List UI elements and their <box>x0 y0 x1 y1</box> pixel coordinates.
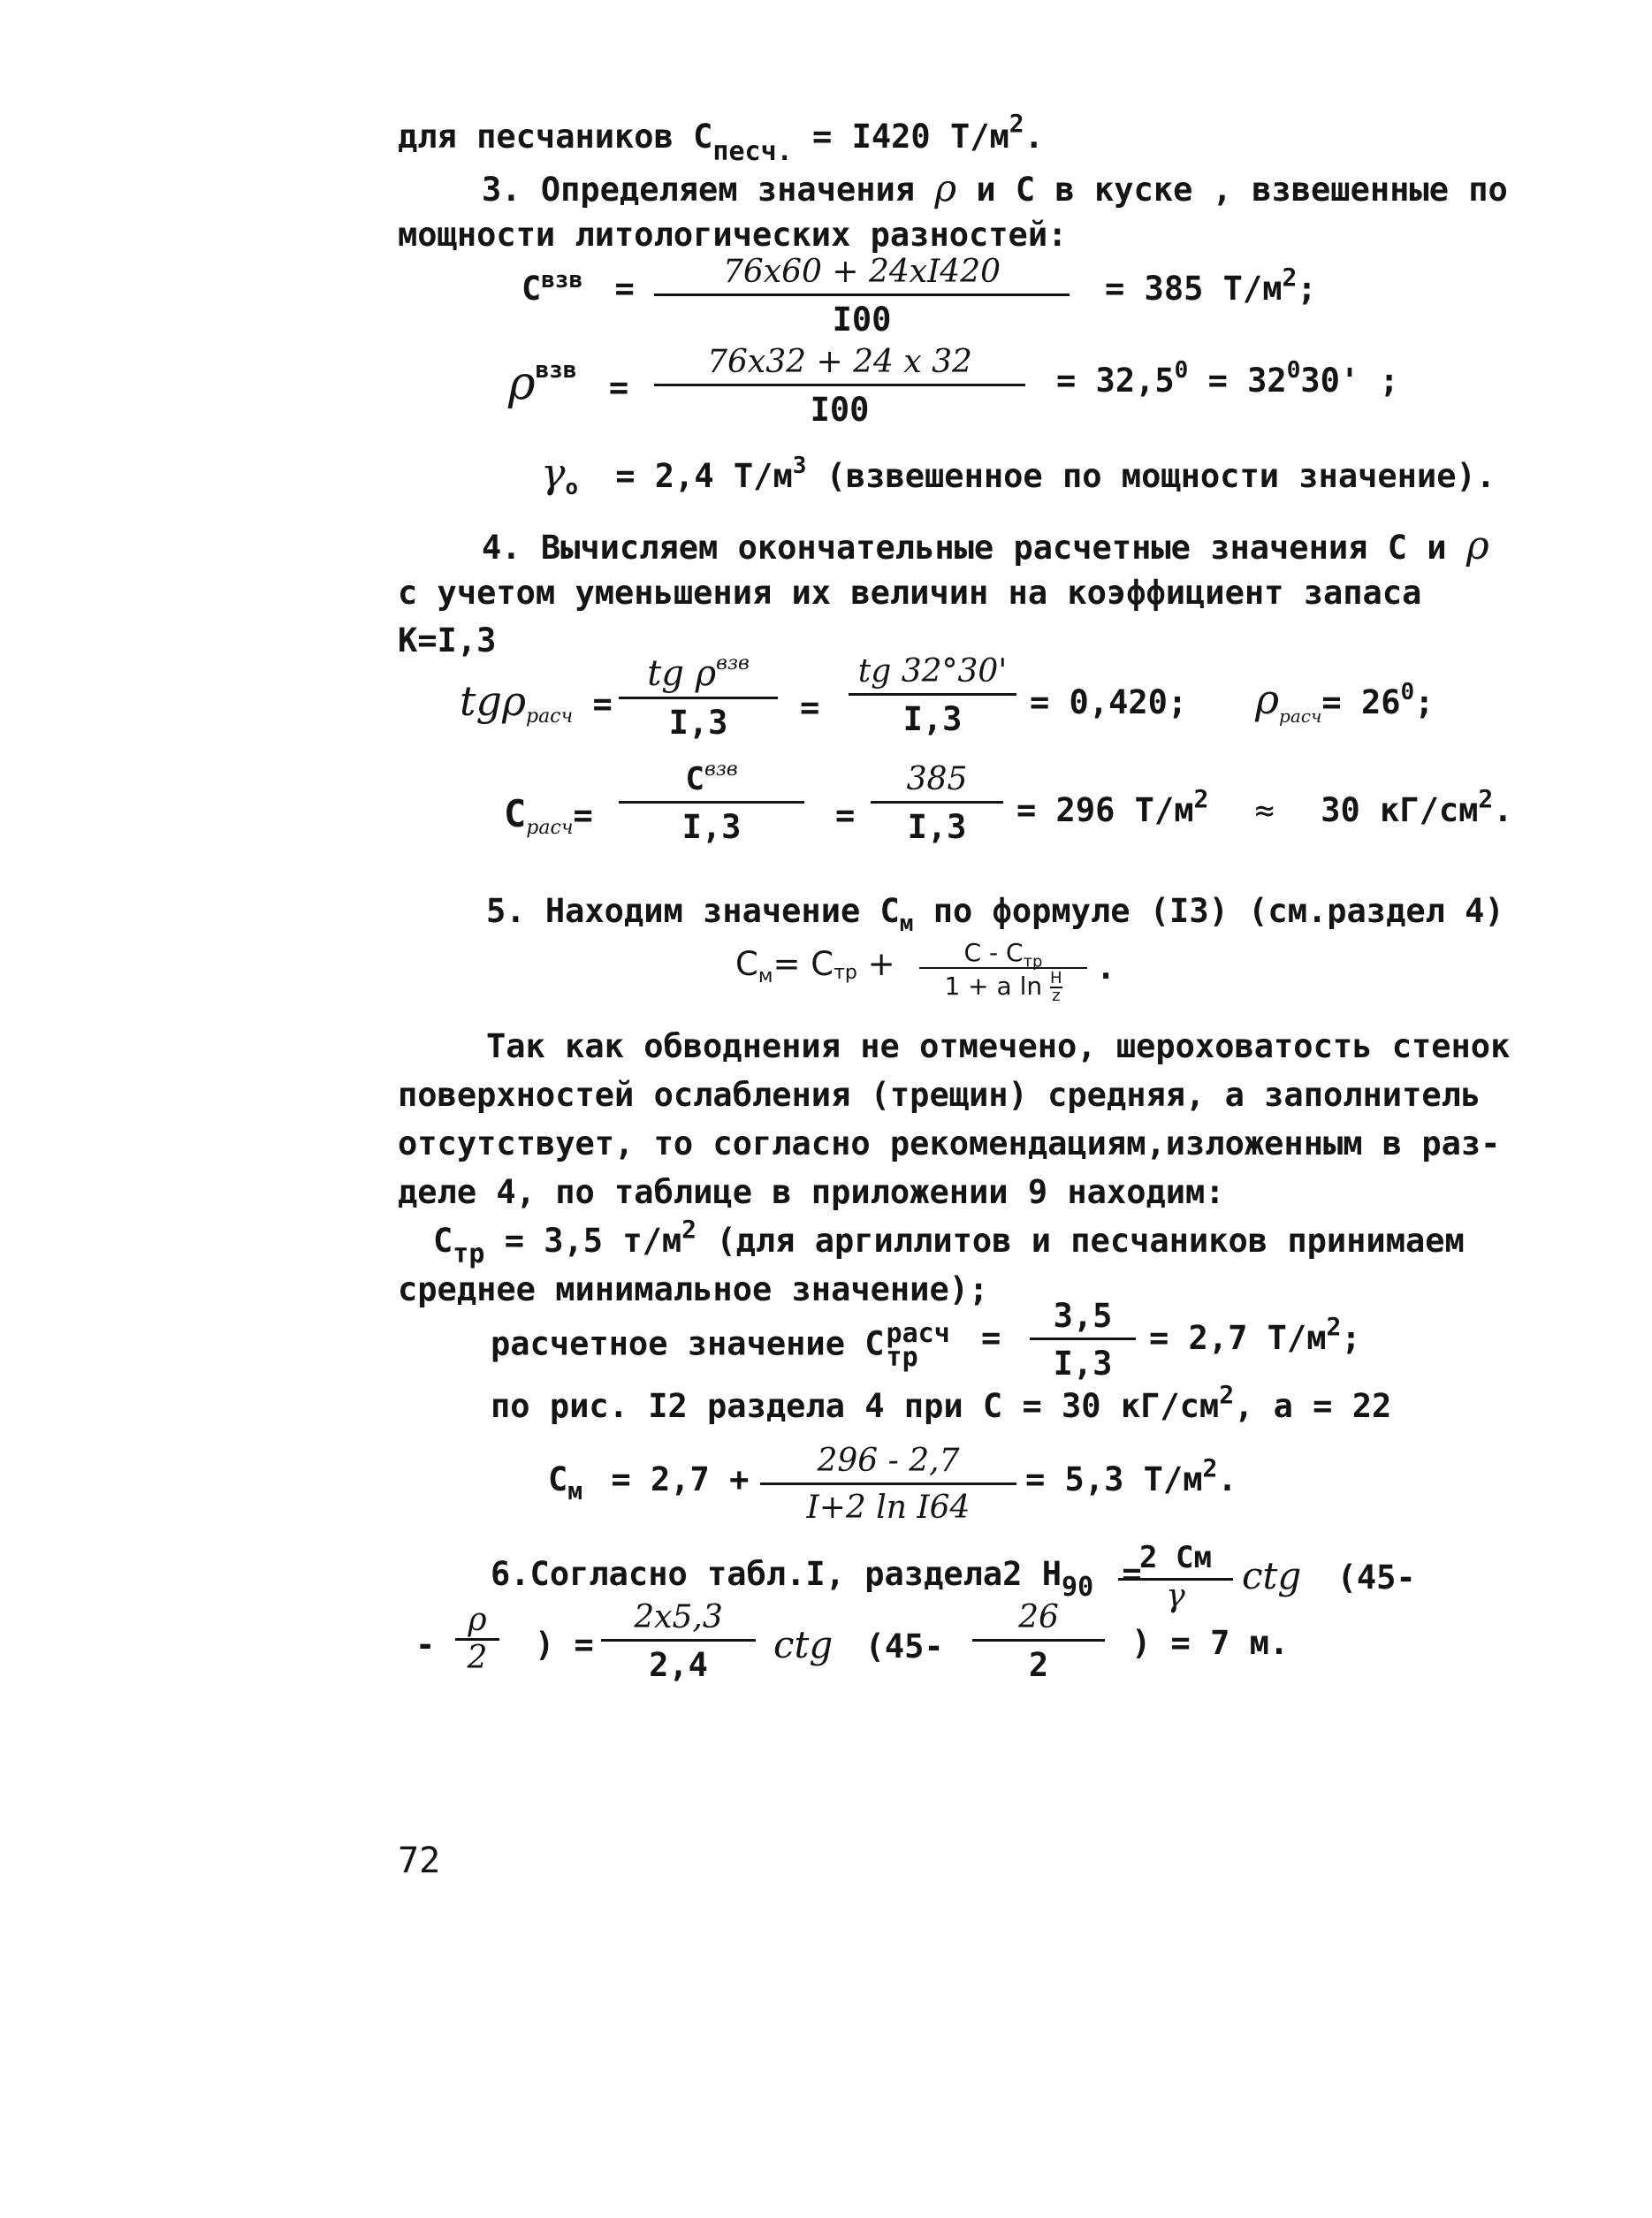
superscript: 2 <box>1326 1312 1342 1341</box>
text: = 26 <box>1321 683 1401 721</box>
subscript: тр <box>1023 952 1043 972</box>
superscript: взв <box>716 652 750 675</box>
subscript: расч <box>1279 705 1322 727</box>
numerator: tg $\rho^{взв}$ <box>619 656 778 699</box>
numerator: 26 <box>972 1602 1105 1642</box>
formula-cm-numeric-lhs <box>548 1460 750 1505</box>
text: ; <box>1297 270 1317 308</box>
fraction-tg-32-30 <box>849 653 1016 738</box>
text <box>1025 1453 1237 1498</box>
rho-symbol: ρ <box>508 357 536 410</box>
text: = <box>614 270 635 308</box>
subscript: o <box>565 475 578 499</box>
superscript: взв <box>535 357 577 384</box>
subscript: песч. <box>712 136 793 167</box>
text: = 2,7 Т/м <box>1149 1319 1327 1357</box>
text: = <box>835 796 856 835</box>
superscript: 2 <box>1009 109 1024 138</box>
fraction-rho-weighted <box>654 344 1025 429</box>
text: = 32,5 <box>1056 362 1175 400</box>
denominator: 2 <box>1028 1646 1049 1684</box>
text: . <box>1493 791 1513 829</box>
text: ) = 7 м. <box>1131 1624 1290 1662</box>
subscript: м <box>567 1476 583 1505</box>
text <box>773 1623 944 1666</box>
fraction-c-weighted <box>654 254 1070 339</box>
rho-symbol: ρ <box>1255 675 1280 723</box>
text: 72 <box>398 1841 441 1881</box>
denominator: I00 <box>832 301 892 339</box>
text: = <box>608 369 629 407</box>
text: = 2,7 + <box>611 1460 750 1498</box>
text: ; <box>1341 1319 1361 1357</box>
denominator: I,3 <box>902 700 963 738</box>
superscript: 2 <box>1282 263 1298 292</box>
numerator <box>619 758 804 804</box>
fraction-tg-rho-weighted <box>619 652 778 742</box>
numerator: 2х5,3 <box>601 1602 756 1642</box>
formula-c-calc-lhs <box>504 792 593 839</box>
superscript: 0 <box>1286 357 1301 384</box>
numerator: 76х60 + 24хI420 <box>654 256 1070 296</box>
rho-symbol: ρ <box>934 166 957 210</box>
subscript: расч <box>526 817 574 839</box>
text: 30' ; <box>1300 362 1399 400</box>
text: С - С <box>963 938 1024 967</box>
formula-rho-calc <box>1255 675 1435 727</box>
fraction-2cm-over-gamma <box>1118 1540 1233 1614</box>
denominator: I,3 <box>1053 1345 1113 1383</box>
text-line <box>486 1027 1511 1065</box>
text-line <box>398 621 497 659</box>
numerator: 3,5 <box>1030 1300 1136 1340</box>
text: С <box>548 1460 568 1498</box>
subscript: расч <box>525 705 574 728</box>
text: z <box>1052 987 1061 1005</box>
text: = 5,3 Т/м <box>1025 1460 1203 1498</box>
text-line <box>398 1124 1501 1162</box>
superscript: 2 <box>681 1215 697 1244</box>
text: tg <box>647 653 684 694</box>
text: 4. Вычисляем окончательные расчетные значения С и <box>482 529 1447 567</box>
denominator: I,3 <box>907 808 967 846</box>
text: . <box>1024 118 1044 156</box>
text: расчетное значение С <box>491 1324 885 1363</box>
page-number <box>398 1843 440 1879</box>
numerator: tg 32°30' <box>849 656 1016 696</box>
text: 6.Согласно табл.I, раздела2 H <box>491 1555 1062 1593</box>
text <box>1242 1554 1416 1597</box>
text: С <box>504 792 527 835</box>
numerator: 385 <box>871 764 1003 804</box>
text: 5. Находим значение С <box>486 892 900 930</box>
subscript: тр <box>453 1239 485 1269</box>
formula-c-weighted-lhs <box>521 267 635 308</box>
formula-c-weighted-result <box>1105 263 1317 308</box>
text: = 2,4 Т/м <box>615 457 793 495</box>
text: ctg <box>1242 1554 1302 1597</box>
text: 1 + a ln <box>944 972 1043 1001</box>
denominator: I00 <box>810 391 870 429</box>
subscript: тр <box>886 1342 918 1373</box>
text-line <box>398 1076 1481 1114</box>
numerator: 76х32 + 24 х 32 <box>654 347 1025 386</box>
text: = <box>981 1319 1001 1357</box>
text: (45- <box>1336 1559 1416 1597</box>
text <box>800 689 820 727</box>
fraction-cm-general <box>919 938 1087 1005</box>
text <box>1131 1624 1290 1662</box>
formula-rho-weighted-result <box>1056 357 1399 400</box>
text: = <box>573 796 593 835</box>
superscript: взв <box>541 267 583 293</box>
subscript: тр <box>834 962 857 984</box>
text: - <box>415 1626 436 1664</box>
text: 3. Определяем значения <box>482 171 916 209</box>
text: для песчаников С <box>398 118 713 156</box>
text <box>1149 1312 1361 1357</box>
formula-tg-rho-lhs <box>460 677 613 728</box>
superscript: 2 <box>1202 1453 1218 1482</box>
superscript: 2 <box>1219 1380 1235 1409</box>
text: H <box>1050 969 1062 987</box>
text: = I420 Т/м <box>812 118 1009 156</box>
text: + <box>867 945 895 983</box>
rho-symbol: ρ <box>501 677 526 725</box>
text <box>1096 949 1116 987</box>
text: деле 4, по таблице в приложении 9 находим: <box>398 1173 1225 1211</box>
text-line <box>398 1173 1225 1211</box>
text: С <box>521 270 542 308</box>
fraction-ctr-over-k <box>1030 1297 1136 1383</box>
denominator: I,3 <box>681 808 742 846</box>
text: Так как обводнения не отмечено, шероховатость стенок <box>486 1027 1511 1065</box>
fraction-385-over-k <box>871 761 1003 846</box>
text: ≈ <box>1254 791 1275 829</box>
text: = 296 Т/м <box>1016 791 1194 829</box>
text: = С <box>773 945 834 983</box>
text: ) = <box>535 1626 594 1664</box>
text: ; <box>1414 683 1435 721</box>
gamma-symbol: γ <box>541 449 566 497</box>
text: = <box>800 689 820 727</box>
text: = 32 <box>1207 362 1287 400</box>
text: ctg <box>773 1623 834 1666</box>
text: . <box>1217 1460 1237 1498</box>
superscript: 2 <box>1478 784 1494 813</box>
denominator <box>919 969 1087 1004</box>
formula-tg-rho-result <box>1030 683 1188 721</box>
text: С <box>735 945 758 983</box>
superscript: 0 <box>1174 357 1189 384</box>
superscript: взв <box>704 758 738 781</box>
text-line <box>541 449 1496 499</box>
text-line <box>491 1380 1392 1425</box>
formula-c-calc-result <box>1016 784 1513 829</box>
text: = 3,5 т/м <box>504 1222 682 1260</box>
text: отсутствует, то согласно рекомендациям,изложенным в раз- <box>398 1124 1501 1162</box>
text: по рис. I2 раздела 4 при С = 30 кГ/см <box>491 1387 1220 1425</box>
subscript: 90 <box>1062 1572 1094 1603</box>
text-line <box>398 574 1422 612</box>
superscript: расч <box>886 1318 950 1349</box>
subscript: м <box>757 965 773 987</box>
text: 30 кГ/см <box>1321 791 1479 829</box>
fraction-26-over-2 <box>972 1599 1105 1684</box>
denominator: 2,4 <box>649 1646 708 1684</box>
text <box>535 1626 594 1664</box>
fraction-2x5-3-over-2-4 <box>601 1599 756 1684</box>
text: = <box>592 685 613 723</box>
formula-rho-weighted-lhs <box>508 357 629 410</box>
text: С <box>685 761 705 797</box>
numerator: 296 - 2,7 <box>760 1445 1016 1485</box>
denominator: I,3 <box>668 704 728 742</box>
text-line <box>398 1270 989 1308</box>
text: . <box>1096 949 1116 987</box>
text: с учетом уменьшения их величин на коэффициент запаса <box>398 574 1422 612</box>
text: и С в куске , взвешенные по <box>976 171 1508 209</box>
denominator: I+2 ln I64 <box>806 1490 971 1526</box>
text-line <box>398 109 1044 167</box>
text: = <box>1122 1555 1142 1593</box>
text <box>981 1319 1001 1357</box>
fraction-rho-over-2 <box>455 1604 499 1674</box>
text: (45- <box>864 1627 944 1665</box>
denominator: 2 <box>467 1640 488 1676</box>
text-line <box>482 166 1508 210</box>
text <box>835 796 856 835</box>
formula-cm-general-lhs <box>735 945 895 987</box>
text: среднее минимальное значение); <box>398 1270 989 1308</box>
superscript: 3 <box>792 453 807 479</box>
text: С <box>433 1222 453 1260</box>
text: (для аргиллитов и песчаников принимаем <box>716 1222 1465 1260</box>
fraction-c-weighted-over-k <box>619 758 804 846</box>
fraction-cm-numeric <box>760 1445 1016 1524</box>
text-line <box>398 216 1068 254</box>
text: поверхностей ослабления (трещин) средняя, а заполнитель <box>398 1076 1481 1114</box>
text-line <box>433 1215 1465 1269</box>
subscript: м <box>899 911 914 937</box>
numerator <box>919 938 1087 972</box>
rho-symbol: ρ <box>1465 523 1489 568</box>
text: tg <box>460 677 502 725</box>
text-line <box>491 1318 950 1373</box>
text: мощности литологических разностей: <box>398 216 1068 254</box>
text-line <box>486 892 1504 937</box>
text-line <box>491 1555 1142 1603</box>
text: = 385 Т/м <box>1105 270 1283 308</box>
numerator: 2 См <box>1118 1543 1233 1581</box>
text <box>415 1626 436 1664</box>
text-line <box>482 523 1489 568</box>
denominator-gamma: γ <box>1166 1578 1185 1614</box>
text: (взвешенное по мощности значение). <box>826 457 1496 495</box>
superscript: 0 <box>1400 679 1415 705</box>
text: = 0,420; <box>1030 683 1188 721</box>
superscript: 2 <box>1193 784 1209 813</box>
numerator: ρ <box>455 1604 499 1641</box>
text: , a = 22 <box>1234 1387 1392 1425</box>
text: К=I,3 <box>398 621 497 659</box>
text: по формуле (I3) (см.раздел 4) <box>933 892 1504 930</box>
